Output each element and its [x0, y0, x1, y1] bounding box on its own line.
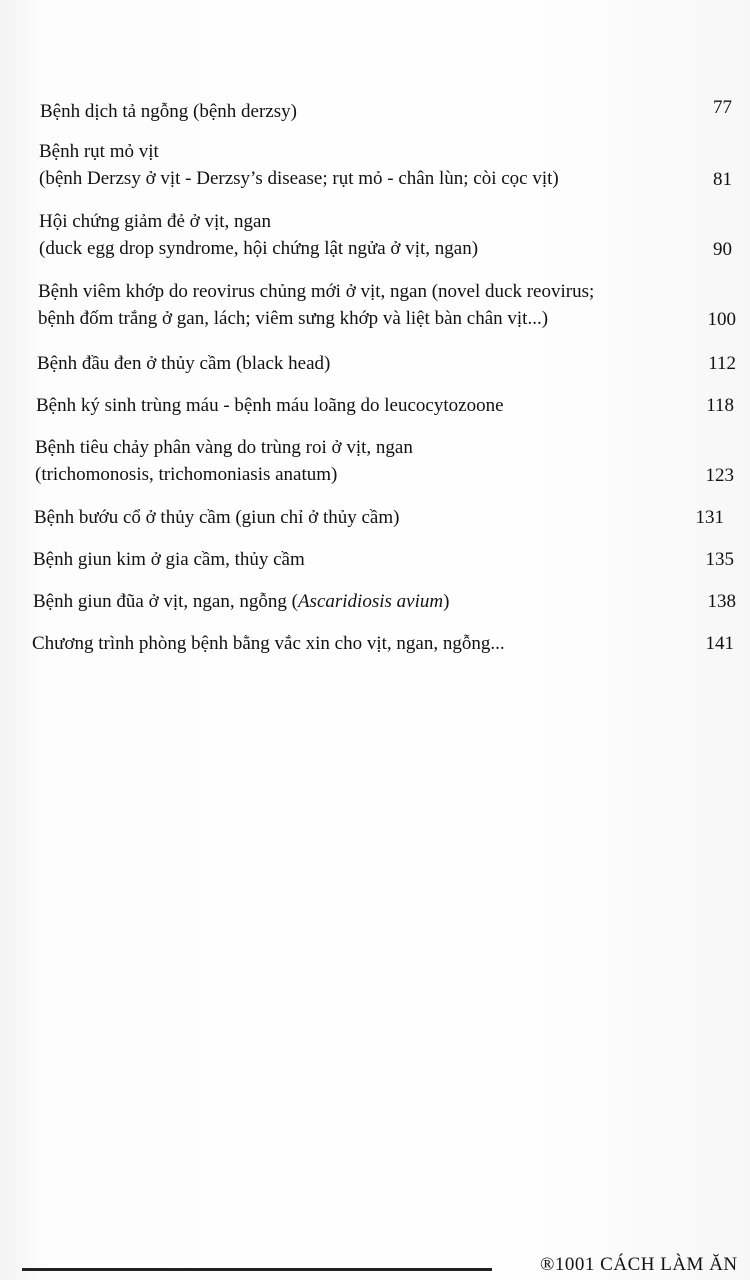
toc-entry-subtitle: (bệnh Derzsy ở vịt - Derzsy’s disease; rụt mỏ - chân lùn; còi cọc vịt): [39, 168, 559, 189]
footer-divider: [22, 1268, 492, 1271]
toc-entry: [0, 630, 750, 660]
toc-entry-title: Chương trình phòng bệnh bằng vắc xin cho vịt, ngan, ngỗng...: [32, 633, 505, 654]
toc-page-number: 118: [706, 395, 734, 416]
toc-entry: [0, 208, 750, 266]
toc-entry: [0, 588, 750, 618]
toc-page-number: 100: [707, 309, 736, 330]
toc-entry: [0, 138, 750, 196]
toc-entry: [0, 392, 750, 422]
toc-entry-title: Bệnh rụt mỏ vịt: [39, 141, 159, 162]
scientific-name: Ascaridiosis avium: [297, 591, 444, 612]
toc-entry: [0, 90, 750, 120]
toc-page-number: 77: [713, 97, 732, 118]
toc-page-number: 141: [705, 633, 734, 654]
toc-page-number: 112: [708, 353, 736, 374]
toc-entry-subtitle: (trichomonosis, trichomoniasis anatum): [35, 464, 338, 485]
toc-page-number: 123: [705, 465, 734, 486]
toc-entry-title: Hội chứng giảm đẻ ở vịt, ngan: [39, 211, 271, 232]
toc-page-number: 138: [707, 591, 736, 612]
toc-entry-title: Bệnh bướu cổ ở thủy cầm (giun chỉ ở thủy cầm): [34, 507, 400, 528]
toc-entry-title: Bệnh dịch tả ngỗng (bệnh derzsy): [40, 101, 297, 122]
toc-entry: [0, 546, 750, 576]
toc-page-number: 90: [713, 239, 732, 260]
toc-entry-title: Bệnh viêm khớp do reovirus chủng mới ở vịt, ngan (novel duck reovirus;: [38, 281, 595, 302]
toc-entry-title: Bệnh giun đũa ở vịt, ngan, ngỗng (Ascaridiosis avium): [33, 591, 450, 612]
footer-series-title: ®1001 CÁCH LÀM ĂN: [540, 1254, 738, 1275]
toc-page-number: 131: [695, 507, 724, 528]
toc-page-number: 81: [713, 169, 732, 190]
toc-entry-title: Bệnh ký sinh trùng máu - bệnh máu loãng do leucocytozoone: [36, 395, 504, 416]
toc-entry-title: Bệnh giun kim ở gia cầm, thủy cầm: [33, 549, 305, 570]
toc-entry: [0, 434, 750, 492]
toc-entry: [0, 504, 750, 534]
toc-entry: [0, 278, 750, 336]
toc-entry-subtitle: (duck egg drop syndrome, hội chứng lật ngửa ở vịt, ngan): [39, 238, 479, 259]
toc-entry-title: Bệnh đầu đen ở thủy cầm (black head): [37, 353, 331, 374]
toc-entry-title: Bệnh tiêu chảy phân vàng do trùng roi ở vịt, ngan: [35, 437, 413, 458]
toc-entry: [0, 350, 750, 380]
toc-entry-subtitle: bệnh đốm trắng ở gan, lách; viêm sưng khớp và liệt bàn chân vịt...): [38, 308, 549, 329]
toc-page-number: 135: [705, 549, 734, 570]
